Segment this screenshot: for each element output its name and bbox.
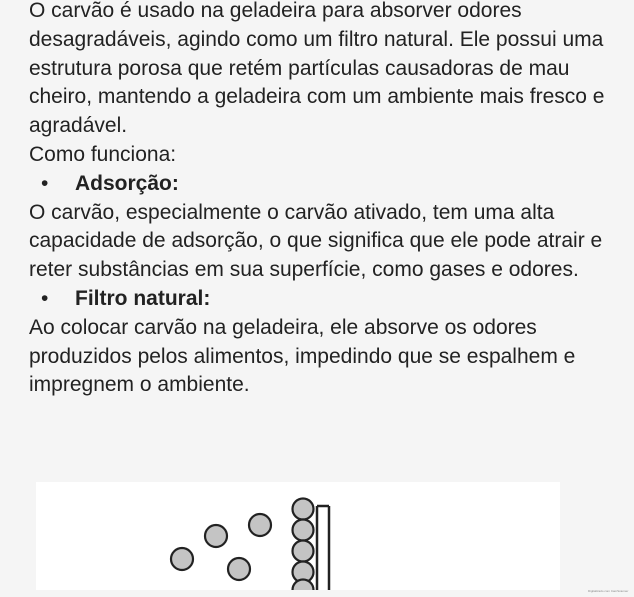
section-title: Filtro natural:: [75, 286, 211, 310]
free-particle: [205, 525, 227, 547]
section-heading-adsorption: [29, 170, 629, 199]
watermark: Digitalizado com CamScanner: [588, 589, 629, 593]
adsorption-diagram: [36, 482, 560, 590]
section-heading-natural-filter: [29, 285, 629, 314]
intro-paragraph: O carvão é usado na geladeira para absorver odores desagradáveis, agindo como um filtro natural. Ele possui uma estrutura porosa que retém partículas causadoras de mau cheiro, mantendo a geladeira com um ambiente mais fresco e agradável.: [29, 0, 605, 138]
free-particle: [171, 548, 193, 570]
adsorption-illustration: [36, 482, 560, 590]
article: [29, 0, 629, 400]
section-body-adsorption: O carvão, especialmente o carvão ativado, tem uma alta capacidade de adsorção, o que significa que ele pode atrair e reter substâncias em sua superfície, como gases e odores.: [29, 200, 603, 282]
free-particle: [228, 558, 250, 580]
section-title: Adsorção:: [75, 171, 179, 195]
adsorbed-particle: [293, 580, 314, 591]
adsorbed-particle: [293, 520, 314, 541]
adsorbed-particle: [293, 499, 314, 520]
adsorbed-particle: [293, 541, 314, 562]
bullet-icon: •: [41, 286, 49, 310]
bullet-icon: •: [41, 171, 49, 195]
section-body-natural-filter: Ao colocar carvão na geladeira, ele absorve os odores produzidos pelos alimentos, impedindo que se espalhem e impregnem o ambiente.: [29, 315, 576, 397]
how-it-works-label: Como funciona:: [29, 142, 177, 166]
free-particle: [249, 514, 271, 536]
